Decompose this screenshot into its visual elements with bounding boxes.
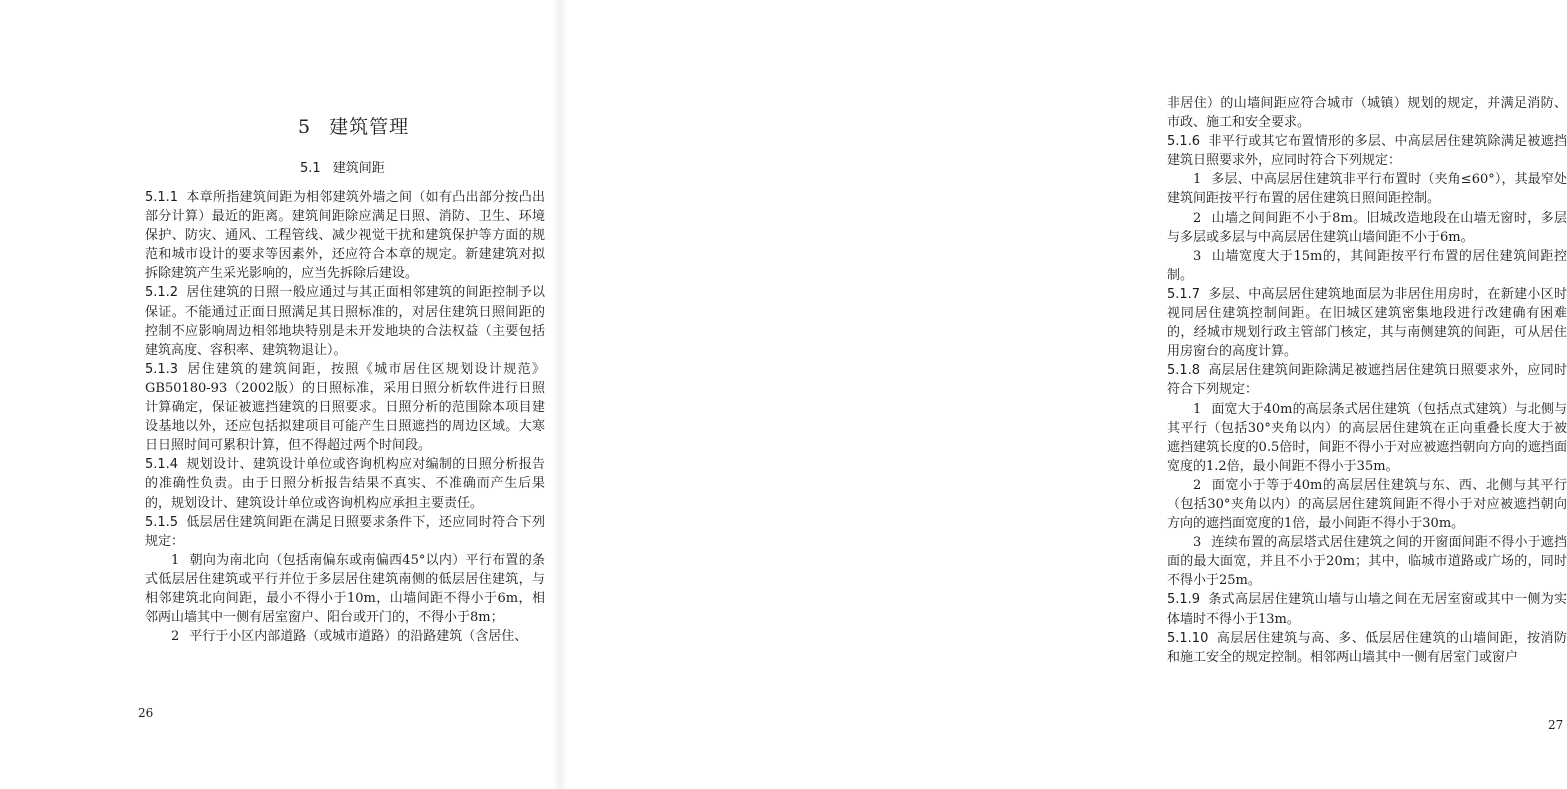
- left-page: [0, 0, 560, 789]
- item-text: 面宽小于等于40m的高层居住建筑与东、西、北侧与其平行（包括30°夹角以内）的高层居住建筑间距不得小于对应被遮挡朝向方向的遮挡面宽度的1倍，最小间距不得小于30m。: [1167, 477, 1567, 532]
- list-item: [145, 551, 545, 627]
- section-title-text: 建筑间距: [332, 161, 385, 176]
- list-item: [1167, 400, 1567, 476]
- clause-5-1-10: [1167, 629, 1567, 667]
- clause-number: 5.1.7: [1167, 286, 1201, 302]
- item-text: 朝向为南北向（包括南偏东或南偏西45°以内）平行布置的条式低层居住建筑或平行并位于多层居住建筑南侧的低层居住建筑，与相邻建筑北向间距，最小不得小于10m，山墙间距不得小于6m，相邻两山墙其中一侧有居室窗户、阳台或开门的，不得小于8m；: [145, 552, 545, 626]
- clause-5-1-1: [145, 188, 545, 283]
- page-number: 26: [138, 706, 154, 720]
- item-text: 山墙宽度大于15m的，其间距按平行布置的居住建筑间距控制。: [1167, 248, 1567, 283]
- paragraph-text: 非居住）的山墙间距应符合城市（城镇）规划的规定，并满足消防、市政、施工和安全要求。: [1167, 96, 1567, 131]
- left-page-body: [145, 188, 545, 646]
- clause-number: 5.1.5: [145, 514, 179, 530]
- clause-text: 居住建筑的建筑间距，按照《城市居住区规划设计规范》GB50180-93（2002版）的日照标准，采用日照分析软件进行日照计算确定，保证被遮挡建筑的日照要求。日照分析的范围除本项目建设基地以外，还应包括拟建项目可能产生日照遮挡的周边区域。大寒日日照时间可累积计算，但不得超过两个时间段。: [145, 361, 545, 454]
- list-item: [1167, 170, 1567, 208]
- clause-number: 5.1.2: [145, 285, 179, 301]
- section-title: [300, 157, 385, 176]
- item-number: 3: [1193, 535, 1202, 551]
- section-number: 5.1: [300, 161, 321, 176]
- item-text: 多层、中高层居住建筑非平行布置时（夹角≤60°），其最窄处建筑间距按平行布置的居住建筑日照间距控制。: [1167, 172, 1567, 207]
- clause-text: 居住建筑的日照一般应通过与其正面相邻建筑的间距控制予以保证。不能通过正面日照满足其日照标准的，对居住建筑日照间距的控制不应影响周边相邻地块特别是未开发地块的合法权益（主要包括建筑高度、容积率、建筑物退让）。: [145, 285, 545, 358]
- item-text: 山墙之间间距不小于8m。旧城改造地段在山墙无窗时，多层与多层或多层与中高层居住建筑山墙间距不小于6m。: [1167, 210, 1567, 245]
- clause-text: 本章所指建筑间距为相邻建筑外墙之间（如有凸出部分按凸出部分计算）最近的距离。建筑间距除应满足日照、消防、卫生、环境保护、防灾、通风、工程管线、减少视觉干扰和建筑保护等方面的规范和城市设计的要求等因素外，还应符合本章的规定。新建建筑对拟拆除建筑产生采光影响的，应当先拆除后建设。: [145, 190, 545, 282]
- chapter-number: 5: [298, 116, 312, 138]
- list-item: [1167, 247, 1567, 285]
- clause-text: 多层、中高层居住建筑地面层为非居住用房时，在新建小区时视同居住建筑控制间距。在旧城区建筑密集地段进行改建确有困难的，经城市规划行政主管部门核定，其与南侧建筑的间距，可从居住用房窗台的高度计算。: [1167, 286, 1567, 360]
- item-number: 2: [1193, 210, 1202, 226]
- clause-text: 低层居住建筑间距在满足日照要求条件下，还应同时符合下列规定：: [145, 514, 545, 549]
- list-item: [145, 627, 545, 646]
- clause-5-1-2: [145, 283, 545, 359]
- clause-5-1-8: [1167, 361, 1567, 399]
- item-number: 1: [1193, 172, 1202, 188]
- list-item: [1167, 533, 1567, 590]
- clause-number: 5.1.6: [1167, 134, 1201, 150]
- clause-number: 5.1.10: [1167, 630, 1209, 646]
- chapter-title: [298, 112, 409, 139]
- clause-5-1-9: [1167, 590, 1567, 628]
- item-text: 连续布置的高层塔式居住建筑之间的开窗面间距不得小于遮挡面的最大面宽，并且不小于20m；其中，临城市道路或广场的，同时不得小于25m。: [1167, 535, 1567, 589]
- clause-number: 5.1.1: [145, 190, 179, 205]
- continued-paragraph: [1167, 94, 1567, 132]
- clause-text: 高层居住建筑间距除满足被遮挡居住建筑日照要求外，应同时符合下列规定：: [1167, 363, 1567, 398]
- clause-number: 5.1.3: [145, 361, 179, 377]
- list-item: [1167, 209, 1567, 247]
- clause-text: 条式高层居住建筑山墙与山墙之间在无居室窗或其中一侧为实体墙时不得小于13m。: [1167, 592, 1567, 627]
- clause-text: 规划设计、建筑设计单位或咨询机构应对编制的日照分析报告的准确性负责。由于日照分析报告结果不真实、不准确而产生后果的，规划设计、建筑设计单位或咨询机构应承担主要责任。: [145, 457, 545, 511]
- item-number: 1: [1193, 401, 1202, 417]
- right-page-body: [1167, 94, 1567, 667]
- item-number: 2: [171, 629, 180, 645]
- item-number: 2: [1193, 477, 1202, 493]
- clause-text: 非平行或其它布置情形的多层、中高层居住建筑除满足被遮挡建筑日照要求外，应同时符合下列规定：: [1167, 134, 1567, 169]
- item-number: 3: [1193, 248, 1202, 264]
- clause-number: 5.1.4: [145, 457, 179, 473]
- clause-5-1-3: [145, 360, 545, 455]
- clause-5-1-4: [145, 455, 545, 512]
- item-number: 1: [171, 552, 180, 568]
- chapter-title-text: 建筑管理: [329, 116, 410, 138]
- item-text: 平行于小区内部道路（或城市道路）的沿路建筑（含居住、: [189, 629, 528, 645]
- clause-number: 5.1.9: [1167, 592, 1201, 608]
- list-item: [1167, 476, 1567, 533]
- item-text: 面宽大于40m的高层条式居住建筑（包括点式建筑）与北侧与其平行（包括30°夹角以内）的高层居住建筑在正向重叠长度大于被遮挡建筑长度的0.5倍时，间距不得小于对应被遮挡朝向方向的遮挡面宽度的1.2倍，最小间距不得小于35m。: [1167, 401, 1567, 474]
- clause-text: 高层居住建筑与高、多、低层居住建筑的山墙间距，按消防和施工安全的规定控制。相邻两山墙其中一侧有居室门或窗户: [1167, 630, 1567, 665]
- clause-5-1-5: [145, 513, 545, 551]
- clause-5-1-6: [1167, 132, 1567, 170]
- page-number: 27: [1548, 718, 1564, 732]
- clause-number: 5.1.8: [1167, 363, 1201, 379]
- right-page: [560, 0, 1567, 789]
- clause-5-1-7: [1167, 285, 1567, 361]
